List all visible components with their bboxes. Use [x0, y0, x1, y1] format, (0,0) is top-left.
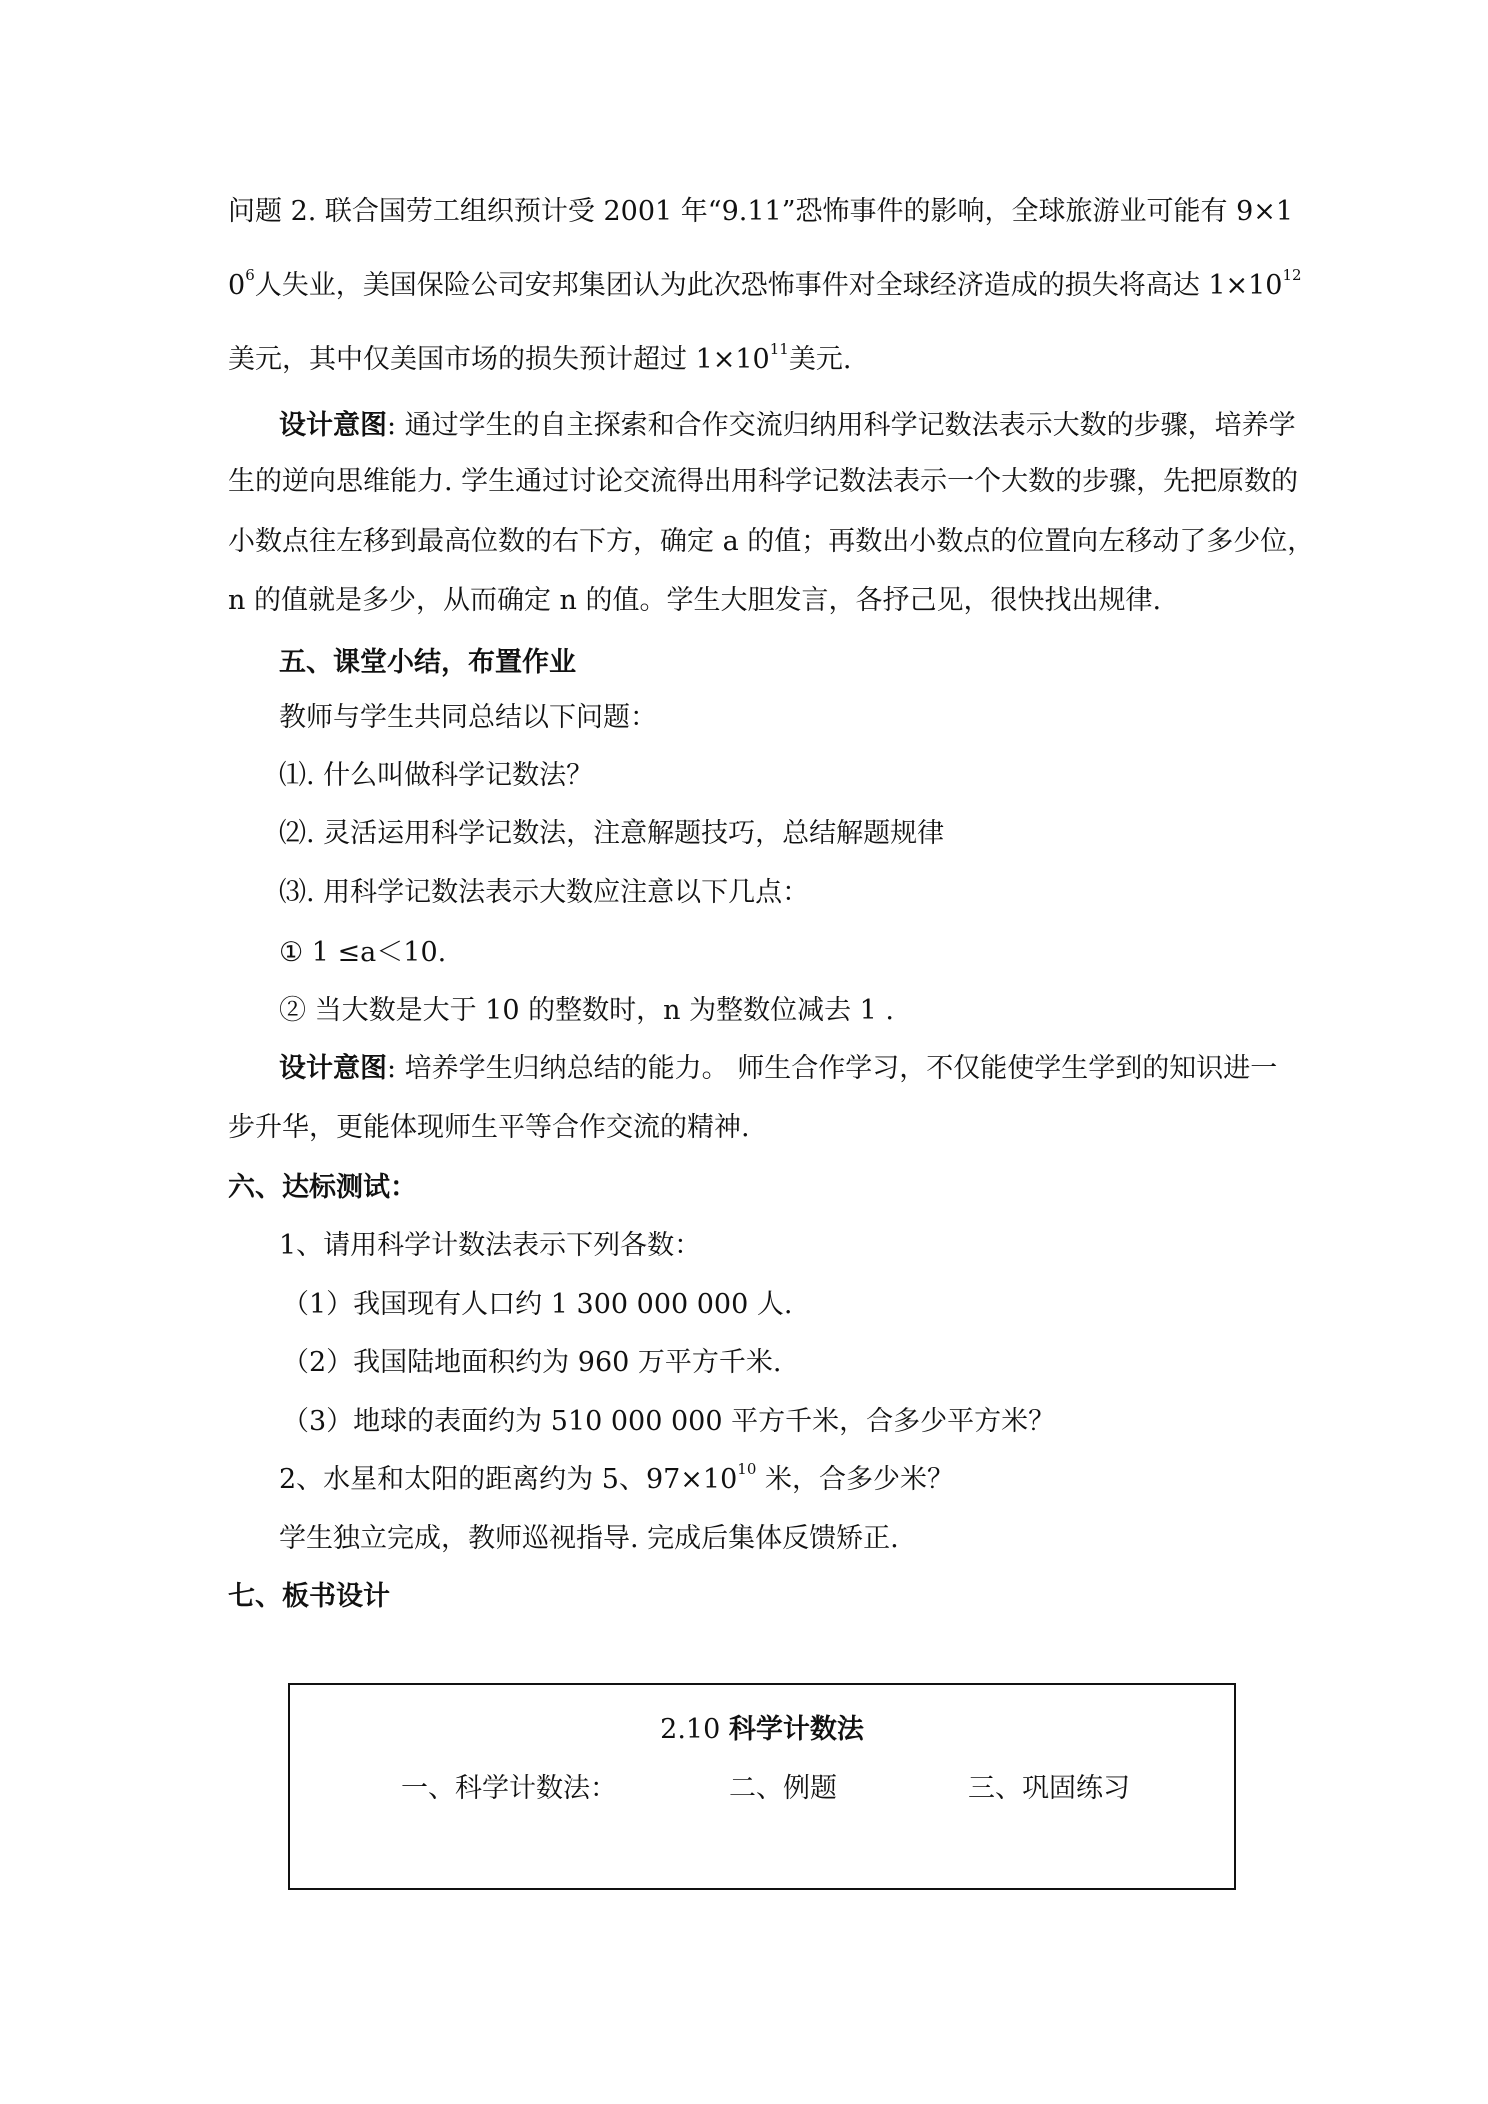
exponent-12: 12	[1282, 266, 1302, 284]
problem2-line3	[228, 342, 851, 378]
board-col-1: 一、科学计数法：	[401, 1773, 617, 1804]
design-intent-1-line3: 小数点往左移到最高位数的右下方，确定 a 的值；再数出小数点的位置向左移动了多少位，	[228, 526, 1315, 557]
problem2-line3-end: 美元.	[788, 344, 852, 375]
exponent-11: 11	[769, 340, 789, 358]
section6-q1-3: （3）地球的表面约为 510 000 000 平方千米，合多少平方米？	[282, 1406, 1056, 1437]
problem2-line2	[228, 268, 1302, 304]
section6-q1-1: （1）我国现有人口约 1 300 000 000 人.	[282, 1289, 793, 1320]
problem2-line2-text: 人失业，美国保险公司安邦集团认为此次恐怖事件对全球经济造成的损失将高达 1×10	[254, 270, 1283, 301]
design-intent-1-line4: n 的值就是多少，从而确定 n 的值。学生大胆发言，各抒己见，很快找出规律.	[228, 585, 1162, 616]
board-title	[290, 1712, 1234, 1748]
board-title-number: 2.10	[660, 1714, 729, 1745]
section5-point2: ② 当大数是大于 10 的整数时，n 为整数位减去 1 .	[279, 995, 895, 1026]
section6-q1: 1、请用科学计数法表示下列各数：	[279, 1230, 702, 1261]
exponent-6: 6	[245, 266, 255, 284]
design-intent-1-line1	[279, 408, 1296, 444]
problem2-line1: 问题 2. 联合国劳工组织预计受 2001 年“9.11”恐怖事件的影响，全球旅游业可能有 9×1	[228, 196, 1294, 227]
section7-heading: 七、板书设计	[228, 1581, 390, 1612]
problem2-line3-text: 美元，其中仅美国市场的损失预计超过 1×10	[228, 344, 770, 375]
board-title-text: 科学计数法	[728, 1714, 864, 1745]
design-intent-label: 设计意图	[279, 410, 387, 441]
section5-item3: ⑶. 用科学记数法表示大数应注意以下几点：	[279, 877, 810, 908]
section5-intro: 教师与学生共同总结以下问题：	[279, 702, 657, 733]
design-intent-label: 设计意图	[279, 1053, 387, 1084]
section6-q1-2: （2）我国陆地面积约为 960 万平方千米.	[282, 1347, 782, 1378]
board-design-box	[288, 1683, 1236, 1890]
exponent-10: 10	[737, 1460, 757, 1478]
section6-q2	[279, 1462, 954, 1498]
design-intent-1-text: : 通过学生的自主探索和合作交流归纳用科学记数法表示大数的步骤，培养学	[387, 410, 1296, 441]
problem2-line2-start: 0	[228, 270, 246, 301]
board-col-2: 二、例题	[729, 1773, 837, 1804]
design-intent-2-line2: 步升华，更能体现师生平等合作交流的精神.	[228, 1112, 750, 1143]
section5-point1: ① 1 ≤a＜10.	[279, 937, 447, 968]
section6-note: 学生独立完成，教师巡视指导. 完成后集体反馈矫正.	[279, 1523, 899, 1554]
section5-heading: 五、课堂小结，布置作业	[279, 647, 576, 678]
design-intent-1-line2: 生的逆向思维能力. 学生通过讨论交流得出用科学记数法表示一个大数的步骤，先把原数的	[228, 466, 1299, 497]
section6-q2-end: 米，合多少米？	[756, 1464, 954, 1495]
section6-heading: 六、达标测试：	[228, 1172, 417, 1203]
section5-item2: ⑵. 灵活运用科学记数法，注意解题技巧，总结解题规律	[279, 818, 945, 849]
board-col-3: 三、巩固练习	[968, 1773, 1130, 1804]
design-intent-2-line1	[279, 1051, 1277, 1087]
section6-q2-text: 2、水星和太阳的距离约为 5、97×10	[279, 1464, 738, 1495]
design-intent-2-text: : 培养学生归纳总结的能力。 师生合作学习，不仅能使学生学到的知识进一	[387, 1053, 1278, 1084]
section5-item1: ⑴. 什么叫做科学记数法？	[279, 760, 594, 791]
